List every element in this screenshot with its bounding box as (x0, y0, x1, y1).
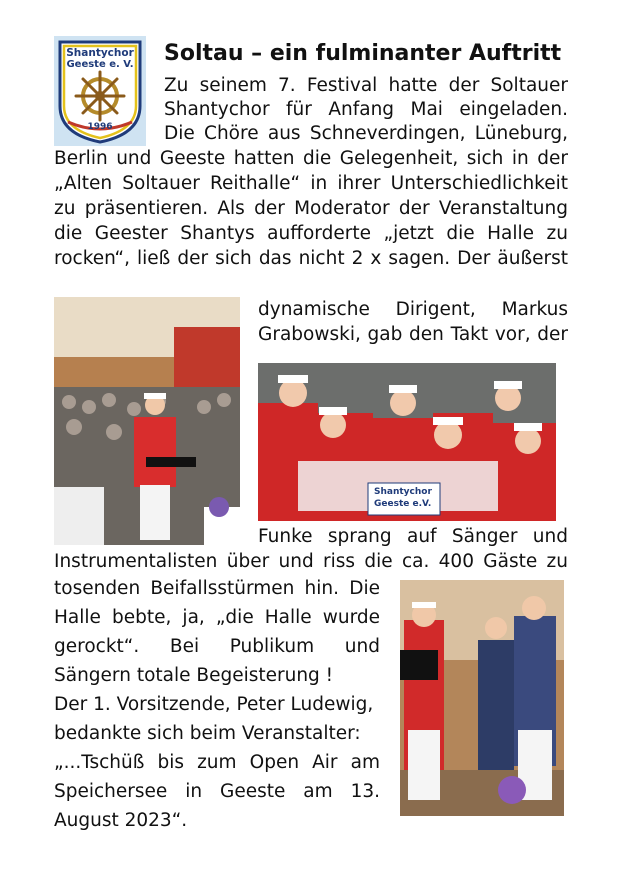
text-line: rocken“, ließ der sich das nicht 2 x sagen. Der äußerst (54, 248, 568, 269)
text-line: Funke sprang auf Sänger und (258, 526, 568, 547)
logo-year: 1996 (87, 122, 113, 132)
banner-text-top: Shantychor (374, 487, 432, 497)
text-line: Halle bebte, ja, „die Halle wurde (54, 607, 380, 628)
text-line: zu präsentieren. Als der Moderator der Veranstaltung (54, 198, 568, 219)
text-line: tosenden Beifallsstürmen hin. Die (54, 578, 380, 599)
logo-text-mid: Geeste e. V. (66, 59, 134, 70)
text-line: dynamische Dirigent, Markus (258, 299, 568, 320)
article-title: Soltau – ein fulminanter Auftritt (164, 41, 562, 66)
text-line: Shantychor für Anfang Mai eingeladen. (164, 99, 568, 120)
text-line: August 2023“. (54, 810, 188, 831)
text-line: Instrumentalisten über und riss die ca. 400 Gäste zu (54, 551, 568, 572)
text-line: Sängern totale Begeisterung ! (54, 665, 334, 686)
text-line: Zu seinem 7. Festival hatte der Soltauer (164, 75, 568, 96)
chorus-logo (54, 36, 146, 146)
text-line: die Geester Shantys aufforderte „jetzt die Halle zu (54, 223, 568, 244)
text-line: Berlin und Geeste hatten die Gelegenheit, sich in der (54, 148, 568, 169)
text-line: „Alten Soltauer Reithalle“ in ihrer Unterschiedlichkeit (54, 173, 568, 194)
text-line: gerockt“. Bei Publikum und (54, 636, 380, 657)
text-line: Der 1. Vorsitzende, Peter Ludewig, (54, 694, 374, 715)
text-line: Grabowski, gab den Takt vor, der (258, 324, 568, 345)
text-line: „...Tschüß bis zum Open Air am (54, 752, 380, 773)
text-line: Speichersee in Geeste am 13. (54, 781, 380, 802)
photo-conductor-hall (54, 297, 240, 545)
text-line: bedankte sich beim Veranstalter: (54, 723, 361, 744)
text-line: Die Chöre aus Schneverdingen, Lüneburg, (164, 123, 568, 144)
photo-choir-singers (258, 363, 556, 521)
logo-text-top: Shantychor (66, 47, 134, 59)
photo-thanks-organizer (400, 580, 564, 816)
banner-text-bottom: Geeste e.V. (374, 499, 432, 509)
